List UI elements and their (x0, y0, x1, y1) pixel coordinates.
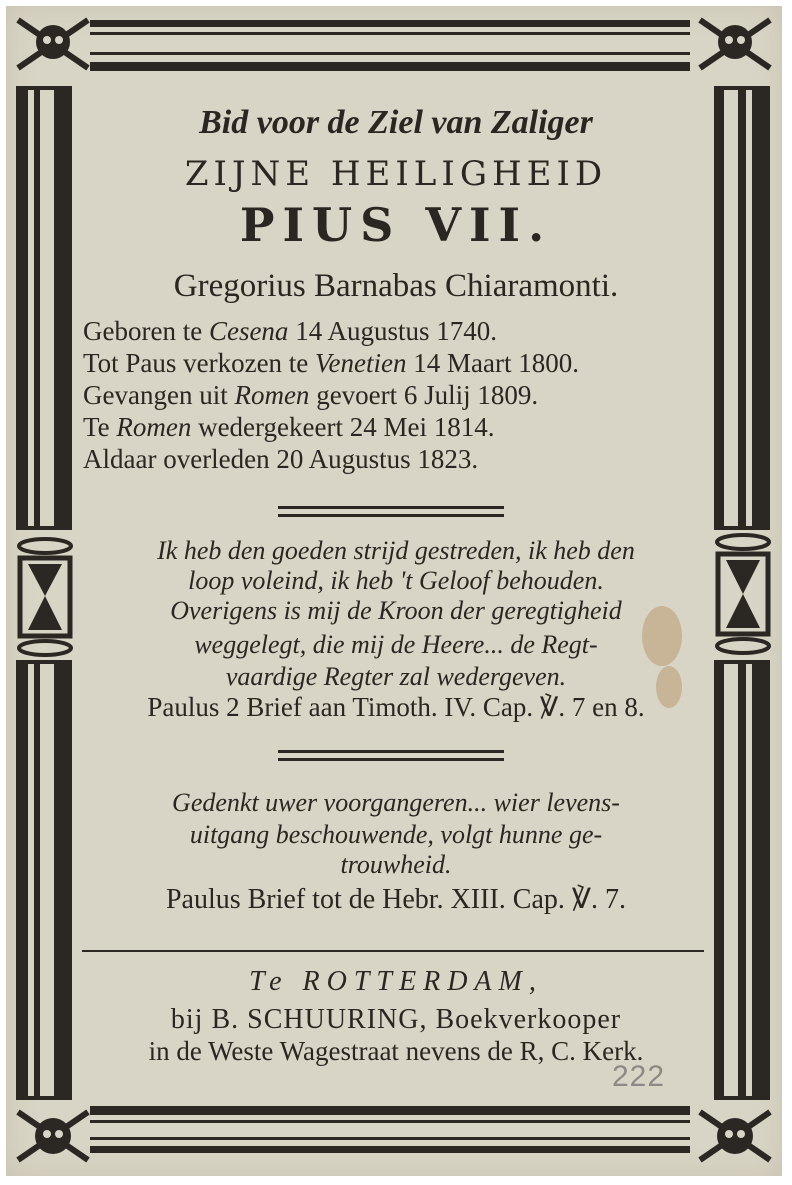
imprint-publisher: bij B. SCHUURING, Boekverkooper (170, 1004, 622, 1035)
imprint-city: Te ROTTERDAM, (249, 966, 543, 997)
top-rule (90, 20, 690, 27)
top-rule-thin (90, 32, 690, 35)
top-rule-inner (90, 62, 690, 71)
quote-source: Paulus Brief tot de Hebr. XIII. Cap. ℣. 7. (165, 884, 627, 915)
birth-name: Gregorius Barnabas Chiaramonti. (173, 268, 619, 304)
bottom-rule-inner (90, 1106, 690, 1115)
skull-crossbones-icon (692, 10, 778, 80)
separator (278, 514, 504, 517)
quote-line: Ik heb den goeden strijd gestreden, ik heb den (157, 536, 635, 565)
bottom-rule-thin (90, 1137, 690, 1140)
quote-line: uitgang beschouwende, volgt hunne ge- (189, 820, 603, 849)
bottom-rule (90, 1146, 690, 1153)
skull-crossbones-icon (10, 1102, 96, 1172)
top-rule-inner-thin (90, 52, 690, 55)
imprint-rule (82, 950, 704, 952)
bio-line: Te Romen wedergekeert 24 Mei 1814. (83, 412, 495, 442)
quote-line: Gedenkt uwer voorgangeren... wier levens- (172, 788, 620, 817)
bio-line: Tot Paus verkozen te Venetien 14 Maart 1800. (83, 348, 579, 378)
skull-crossbones-icon (692, 1102, 778, 1172)
quote-line: Overigens is mij de Kroon der geregtigheid (170, 596, 622, 625)
imprint-address: in de Weste Wagestraat nevens de R, C. Kerk. (148, 1036, 644, 1066)
quote-line: loop voleind, ik heb 't Geloof behouden. (188, 566, 604, 595)
heading-title: ZIJNE HEILIGHEID (184, 154, 608, 194)
separator (278, 506, 504, 509)
quote-source: Paulus 2 Brief aan Timoth. IV. Cap. ℣. 7 en 8. (147, 692, 645, 722)
bottom-rule-inner-thin (90, 1120, 690, 1123)
bio-line: Gevangen uit Romen gevoert 6 Julij 1809. (83, 380, 539, 410)
quote-line: trouwheid. (340, 850, 452, 879)
bio-line: Aldaar overleden 20 Augustus 1823. (83, 444, 479, 474)
heading-prayer: Bid voor de Ziel van Zaliger (199, 104, 593, 141)
quote-line: weggelegt, die mij de Heere... de Regt- (194, 630, 598, 659)
separator (278, 750, 504, 753)
skull-crossbones-icon (10, 10, 96, 80)
quote-line: vaardige Regter zal wedergeven. (225, 662, 567, 691)
heading-name: PIUS VII. (239, 198, 553, 252)
right-column-upper (714, 86, 770, 530)
catalog-number: 222 (612, 1060, 666, 1093)
separator (278, 758, 504, 761)
bio-line: Geboren te Cesena 14 Augustus 1740. (83, 316, 497, 346)
